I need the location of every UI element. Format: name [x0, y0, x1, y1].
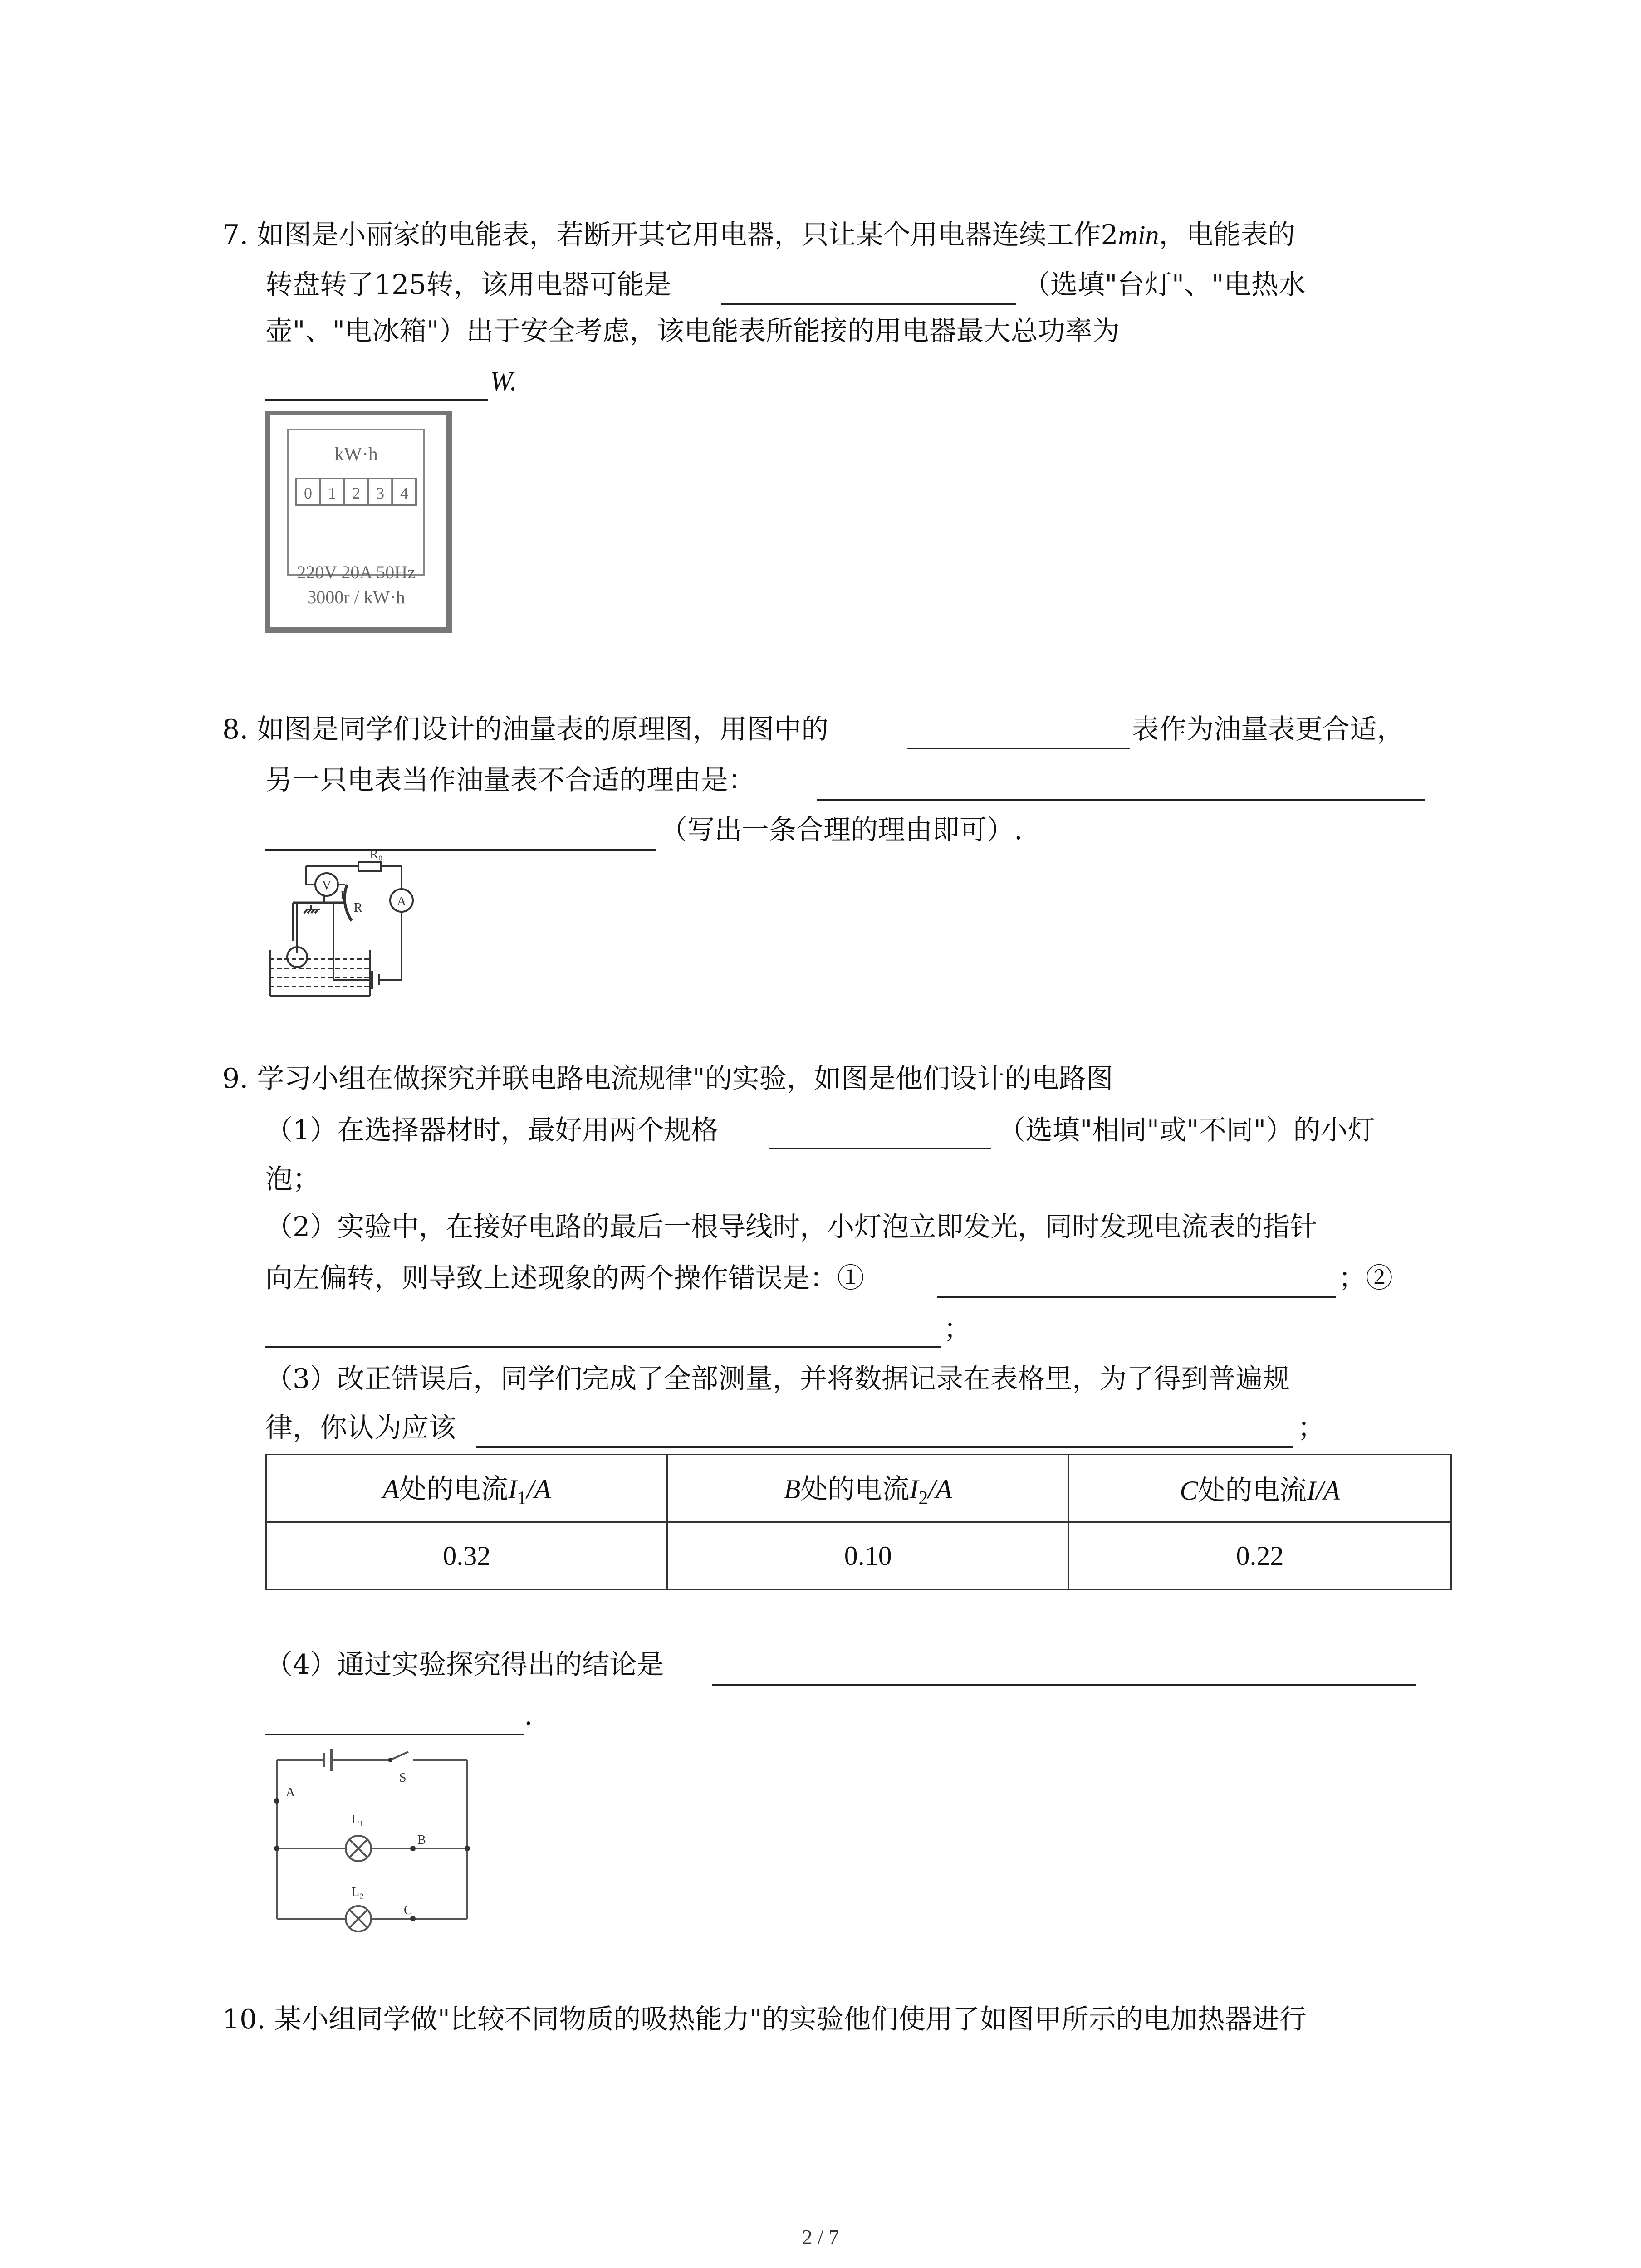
q7-line-1 [222, 217, 1295, 253]
oil-gauge-circuit-figure [265, 848, 456, 1012]
q9-part3-c [1298, 1410, 1325, 1446]
q8-answer-blank-1[interactable] [907, 748, 1130, 749]
meter-unit-label: kW·h [334, 444, 378, 465]
meter-digit: 4 [400, 484, 408, 502]
q9-text-p4b: . [524, 1700, 533, 1731]
switch-s [390, 1752, 408, 1760]
meter-spec-2: 3000r / kW·h [307, 587, 405, 607]
header-cell-a: A处的电流$I_1/A$ [266, 1455, 667, 1522]
q9-text-p1c: 泡； [265, 1163, 320, 1195]
q8-text-3: （写出一条合理的理由即可）. [660, 814, 1023, 846]
q9-part1-b [998, 1112, 1375, 1149]
header-cell-c: C处的电流I/A [1068, 1455, 1451, 1522]
table-row [266, 1522, 1451, 1590]
q9-text-p3c: ； [1298, 1412, 1325, 1444]
q9-text-p1b: （选填"相同"或"不同"）的小灯 [998, 1114, 1375, 1146]
q9-answer-blank-5b[interactable] [265, 1734, 524, 1735]
q7-text-4: W. [490, 366, 517, 396]
label-a: A [286, 1785, 295, 1799]
q7-answer-blank-2[interactable] [265, 399, 488, 401]
q9-part4-b [524, 1697, 533, 1734]
q7-text-1a: 如图是小丽家的电能表，若断开其它用电器，只让某个用电器连续工作2 [257, 219, 1118, 251]
label-s: S [399, 1771, 407, 1785]
label-r0: R₀ [370, 848, 383, 861]
label-a: A [397, 894, 407, 909]
resistor-r0 [358, 862, 381, 871]
q7-unit-w [490, 363, 517, 399]
q7-answer-blank-1[interactable] [721, 303, 1016, 305]
q9-part3-a [265, 1361, 1290, 1397]
q8-line-3 [660, 812, 1023, 848]
q9-text-p3a: （3）改正错误后，同学们完成了全部测量，并将数据记录在表格里，为了得到普遍规 [265, 1363, 1290, 1395]
q9-answer-blank-1[interactable] [769, 1148, 991, 1149]
page-number: 2 / 7 [802, 2225, 839, 2248]
q10-line-1 [222, 2001, 1307, 2038]
label-b: B [417, 1833, 426, 1847]
q9-part4-a [265, 1647, 664, 1683]
parallel-circuit-figure [268, 1742, 476, 1941]
q7-text-3: 壶"、"电冰箱"）出于安全考虑，该电能表所能接的用电器最大总功率为 [265, 315, 1120, 347]
q10-text-1: 某小组同学做"比较不同物质的吸热能力"的实验他们使用了如图甲所示的电加热器进行 [274, 2004, 1307, 2035]
table-header-row [266, 1455, 1451, 1522]
q7-line-2b [1023, 267, 1306, 303]
q9-text-p3b: 律，你认为应该 [265, 1412, 456, 1444]
q9-text-1: 学习小组在做探究并联电路电流规律"的实验，如图是他们设计的电路图 [257, 1063, 1113, 1095]
cell-value-b: 0.10 [667, 1522, 1068, 1590]
q9-part1-c [265, 1161, 320, 1198]
header-cell-b: B处的电流$I_2/A$ [667, 1455, 1068, 1522]
label-l2: L₂ [352, 1885, 364, 1899]
q8-text-2: 另一只电表当作油量表不合适的理由是： [265, 764, 755, 796]
q9-text-p2a: （2）实验中，在接好电路的最后一根导线时，小灯泡立即发光，同时发现电流表的指针 [265, 1211, 1318, 1243]
q8-text-1a: 如图是同学们设计的油量表的原理图，用图中的 [257, 714, 829, 745]
q9-current-table [265, 1454, 1452, 1590]
q9-text-p1a: （1）在选择器材时，最好用两个规格 [265, 1114, 719, 1146]
q8-line-1b [1132, 711, 1404, 748]
label-l1: L₁ [352, 1813, 364, 1827]
q9-part2-c [1338, 1260, 1393, 1296]
q9-part2-d [944, 1311, 971, 1347]
q8-line-1a [222, 711, 828, 748]
q9-answer-blank-5a[interactable] [712, 1684, 1416, 1686]
meter-spec-1: 220V 20A 50Hz [297, 562, 416, 582]
q10-number: 10. [222, 2004, 266, 2035]
q7-line-2a [265, 267, 671, 303]
q9-number: 9. [222, 1063, 249, 1095]
label-c: C [404, 1903, 412, 1917]
meter-digit: 3 [376, 484, 384, 502]
q9-text-p2b: 向左偏转，则导致上述现象的两个操作错误是：① [265, 1262, 864, 1294]
q8-line-2 [265, 762, 755, 798]
q9-text-p2c: ；② [1338, 1262, 1393, 1294]
cell-value-c: 0.22 [1068, 1522, 1451, 1590]
q9-answer-blank-3[interactable] [265, 1346, 941, 1348]
meter-digit: 0 [304, 484, 312, 502]
q9-answer-blank-4[interactable] [476, 1446, 1293, 1448]
q9-part3-b [265, 1410, 456, 1446]
cell-value-a: 0.32 [266, 1522, 667, 1590]
q9-part2-a [265, 1209, 1317, 1245]
q8-answer-blank-2a[interactable] [817, 799, 1425, 801]
q7-unit-min: min [1118, 220, 1159, 250]
meter-digit: 2 [352, 484, 360, 502]
q8-number: 8. [222, 714, 249, 745]
q8-text-1b: 表作为油量表更合适， [1132, 714, 1404, 745]
label-r: R [354, 901, 362, 915]
q7-text-2a: 转盘转了125转，该用电器可能是 [265, 269, 671, 301]
q7-text-2b: （选填"台灯"、"电热水 [1023, 269, 1306, 301]
label-p: P [340, 889, 347, 902]
energy-meter-figure [265, 411, 456, 637]
q7-text-1c: ，电能表的 [1159, 219, 1295, 251]
q9-part1-a [265, 1112, 718, 1149]
label-v: V [322, 879, 332, 893]
q7-line-3 [265, 313, 1120, 349]
q9-answer-blank-2[interactable] [937, 1296, 1336, 1298]
q9-part2-b [265, 1260, 864, 1296]
q9-line-1 [222, 1061, 1113, 1097]
q9-text-p4a: （4）通过实验探究得出的结论是 [265, 1649, 664, 1681]
meter-digit: 1 [328, 484, 336, 502]
q7-number: 7. [222, 219, 249, 251]
q9-text-p2d: ； [944, 1313, 971, 1345]
